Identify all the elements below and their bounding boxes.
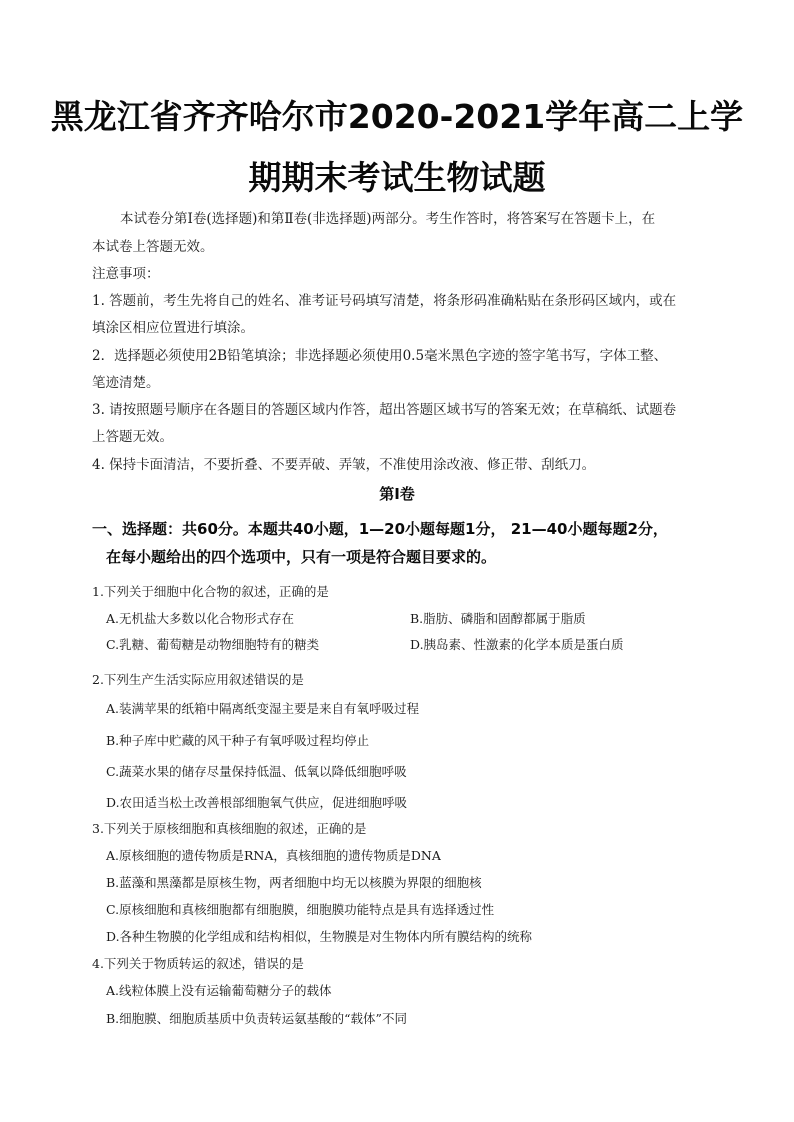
- question-4-option-b: B.细胞膜、细胞质基质中负责转运氨基酸的“载体”不同: [106, 1011, 407, 1026]
- question-3-stem: 3.下列关于原核细胞和真核细胞的叙述，正确的是: [92, 821, 367, 836]
- question-4-stem: 4.下列关于物质转运的叙述，错误的是: [92, 956, 304, 971]
- question-2-option-d: D.农田适当松土改善根部细胞氧气供应，促进细胞呼吸: [106, 795, 408, 810]
- question-3-option-c: C.原核细胞和真核细胞都有细胞膜，细胞膜功能特点是具有选择透过性: [106, 902, 495, 917]
- note-1-line-2: 填涂区相应位置进行填涂。: [92, 320, 254, 336]
- question-2-option-a: A.装满苹果的纸箱中隔离纸变湿主要是来自有氧呼吸过程: [106, 701, 420, 716]
- question-1-option-d: D.胰岛素、性激素的化学本质是蛋白质: [410, 637, 624, 652]
- note-3-line-1: 3. 请按照题号顺序在各题目的答题区域内作答，超出答题区域书写的答案无效；在草稿纸、试题卷: [92, 402, 677, 418]
- intro-line-2: 本试卷上答题无效。: [92, 239, 214, 255]
- question-3-option-d: D.各种生物膜的化学组成和结构相似，生物膜是对生物体内所有膜结构的统称: [106, 929, 533, 944]
- section-1-heading-line-1: 一、选择题：共60分。本题共40小题，1—20小题每题1分， 21—40小题每题2分，: [92, 520, 668, 538]
- note-1-line-1: 1. 答题前，考生先将自己的姓名、准考证号码填写清楚，将条形码准确粘贴在条形码区域内，或在: [92, 293, 677, 309]
- exam-title-line-1: 黑龙江省齐齐哈尔市2020-2021学年高二上学: [50, 97, 744, 136]
- note-3-line-2: 上答题无效。: [92, 429, 173, 445]
- volume-heading: 第Ⅰ卷: [379, 485, 415, 503]
- note-2-line-1: 2．选择题必须使用2B铅笔填涂；非选择题必须使用0.5毫米黑色字迹的签字笔书写，字体工整、: [92, 348, 668, 364]
- note-4: 4. 保持卡面清洁，不要折叠、不要弄破、弄皱，不准使用涂改液、修正带、刮纸刀。: [92, 457, 596, 473]
- section-1-heading-line-2: 在每小题给出的四个选项中，只有一项是符合题目要求的。: [106, 548, 497, 566]
- question-3-option-b: B.蓝藻和黑藻都是原核生物，两者细胞中均无以核膜为界限的细胞核: [106, 875, 482, 890]
- notes-heading: 注意事项：: [92, 266, 160, 282]
- question-2-option-b: B.种子库中贮藏的风干种子有氧呼吸过程均停止: [106, 733, 370, 748]
- question-2-option-c: C.蔬菜水果的储存尽量保持低温、低氧以降低细胞呼吸: [106, 764, 407, 779]
- note-2-line-2: 笔迹清楚。: [92, 375, 160, 391]
- question-1-option-a: A.无机盐大多数以化合物形式存在: [106, 611, 295, 626]
- question-1-stem: 1.下列关于细胞中化合物的叙述，正确的是: [92, 584, 329, 599]
- question-3-option-a: A.原核细胞的遗传物质是RNA，真核细胞的遗传物质是DNA: [106, 848, 441, 863]
- question-1-option-c: C.乳糖、葡萄糖是动物细胞特有的糖类: [106, 637, 320, 652]
- question-2-stem: 2.下列生产生活实际应用叙述错误的是: [92, 672, 304, 687]
- question-1-option-b: B.脂肪、磷脂和固醇都属于脂质: [410, 611, 586, 626]
- intro-line-1: 本试卷分第Ⅰ卷(选择题)和第Ⅱ卷(非选择题)两部分。考生作答时，将答案写在答题卡上，在: [120, 211, 656, 227]
- exam-title-line-2: 期期末考试生物试题: [248, 158, 546, 197]
- question-4-option-a: A.线粒体膜上没有运输葡萄糖分子的载体: [106, 983, 332, 998]
